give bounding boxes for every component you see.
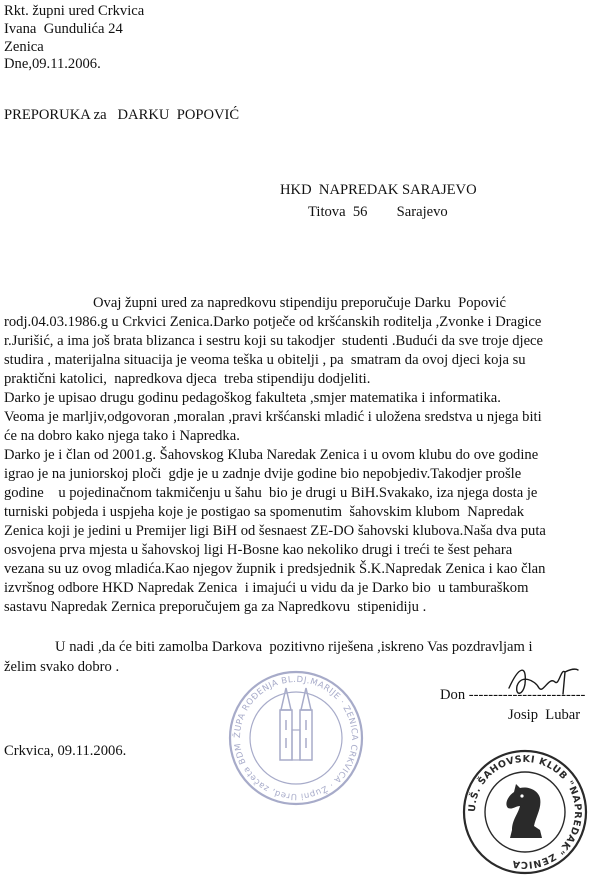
signature-name: Josip Lubar: [508, 707, 581, 723]
body-line: Veoma je marljiv,odgovoran ,moralan ,pravi kršćanski mladić i uložena sredstva u njega biti: [4, 409, 542, 425]
place-date: Crkvica, 09.11.2006.: [4, 743, 127, 759]
body-line: turniski pobjeda i uspjeha koje je postigao sa spomenutim šahovskim klubom Napredak: [4, 504, 525, 520]
body-line: studira , materijalna situacija je veoma teška u obitelji , pa smatram da ovoj djeci koja su: [4, 352, 526, 368]
signature-icon: [505, 658, 580, 703]
body-line: sastavu Napredak Zernica preporučujem ga za Napredkovu stipenidiju .: [4, 599, 427, 615]
closing-line: želim svako dobro .: [4, 659, 120, 675]
body-line: Ovaj župni ured za napredkovu stipendiju preporučuje Darku Popović: [93, 295, 506, 311]
body-line: vezana su uz ovog mladića.Kao njegov župnik i predsjednik Š.K.Napredak Zenica i kao član: [4, 561, 546, 577]
body-line: izvršnog odbore HKD Napredak Zenica i imajući u vidu da je Darko bio u tamburaškom: [4, 580, 529, 596]
chess-club-stamp: [462, 746, 588, 878]
subject-line: PREPORUKA za DARKU POPOVIĆ: [4, 107, 240, 123]
svg-text:ŽUPA ROĐENJA BL.DJ.MARIJE · ZE: ŽUPA ROĐENJA BL.DJ.MARIJE · ZENICA CRKVICA · Župni Ured, začeta BDM: [232, 674, 360, 802]
sender-line-3: Zenica: [4, 39, 44, 55]
recipient-address: Titova 56 Sarajevo: [308, 204, 448, 220]
sender-line-1: Rkt. župni ured Crkvica: [4, 3, 145, 19]
body-line: osvojena prva mjesta u šahovskoj ligi H-Bosne kao nekoliko drugi i treći te šest pehara: [4, 542, 513, 558]
body-line: godine u pojedinačnom takmičenju u šahu bio je drugi u BiH.Svakako, iza njega dosta je: [4, 485, 538, 501]
sender-date: Dne,09.11.2006.: [4, 56, 101, 72]
closing-line: U nadi ,da će biti zamolba Darkova pozitivno riješena ,iskreno Vas pozdravljam i: [55, 639, 533, 655]
svg-text:U.Š. ŠAHOVSKI KLUB "NAPREDAK": U.Š. ŠAHOVSKI KLUB "NAPREDAK" ZENICA: [466, 753, 584, 871]
body-line: igrao je na juniorskoj ploči gdje je u zadnje dvije godine bio nepobjediv.Takodjer prošle: [4, 466, 522, 482]
body-line: Zenica koji je jedini u Premijer ligi BiH od šesnaest ZE-DO šahovski klubova.Naša dva puta: [4, 523, 546, 539]
signature-title-line: Don ------------------------: [440, 687, 586, 703]
recipient-name: HKD NAPREDAK SARAJEVO: [280, 182, 477, 198]
body-line: će na dobro kako njega tako i Napredka.: [4, 428, 240, 444]
body-line: r.Jurišić, a ima još brata blizanca i sestru koji su takodjer studenti .Budući da sve troje djece: [4, 333, 544, 349]
body-line: praktični katolici, napredkova djeca treba stipendiju dodjeliti.: [4, 371, 371, 387]
body-line: Darko je upisao drugu godinu pedagoškog fakulteta ,smjer matematika i informatika.: [4, 390, 501, 406]
body-line: rodj.04.03.1986.g u Crkvici Zenica.Darko potječe od kršćanskih roditelja ,Zvonke i Dragice: [4, 314, 542, 330]
sender-line-2: Ivana Gundulića 24: [4, 21, 123, 37]
body-line: Darko je i član od 2001.g. Šahovskog Kluba Naredak Zenica i u ovom klubu do ove godine: [4, 447, 539, 463]
parish-stamp: [226, 668, 366, 808]
